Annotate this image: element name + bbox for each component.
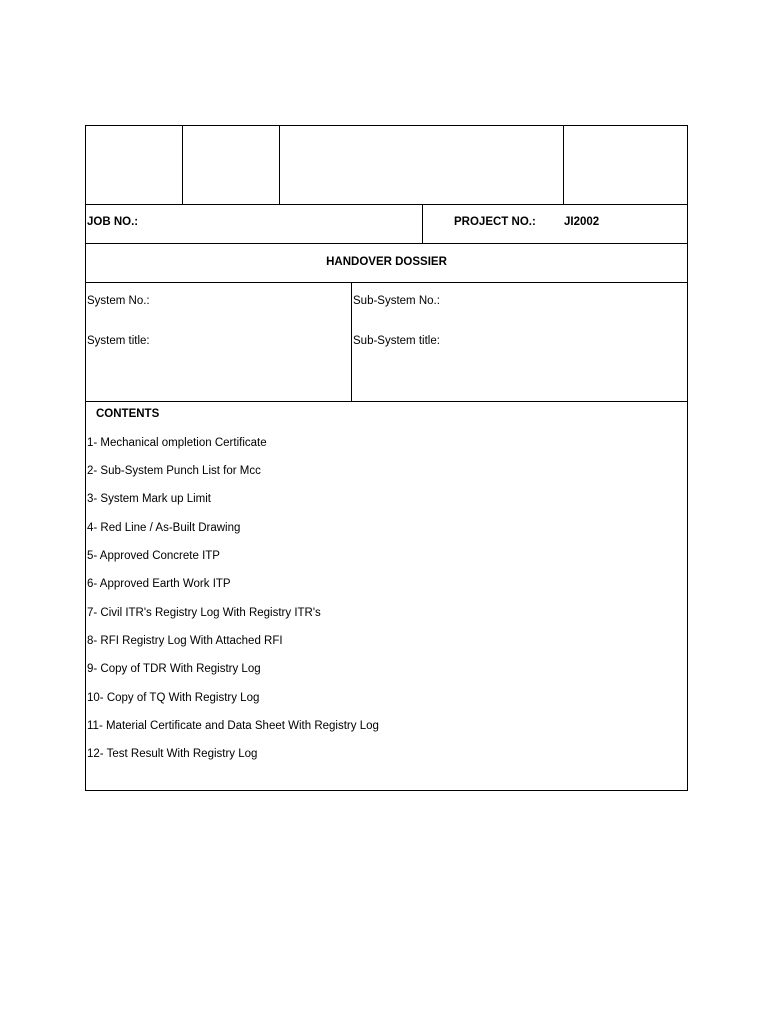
contents-item: 2- Sub-System Punch List for Mcc xyxy=(87,465,261,477)
sub-system-title-label: Sub-System title: xyxy=(353,335,440,347)
job-row-divider xyxy=(86,243,687,244)
header-logo-cell-2 xyxy=(279,126,280,204)
title-row-divider xyxy=(86,282,687,283)
contents-item: 6- Approved Earth Work ITP xyxy=(87,578,231,590)
system-title-label: System title: xyxy=(87,335,150,347)
header-divider xyxy=(86,204,687,205)
contents-item: 5- Approved Concrete ITP xyxy=(87,550,220,562)
system-block-bottom xyxy=(86,401,687,402)
contents-item: 1- Mechanical ompletion Certificate xyxy=(87,437,267,449)
system-block-divider xyxy=(351,282,352,401)
contents-item: 10- Copy of TQ With Registry Log xyxy=(87,692,260,704)
contents-item: 11- Material Certificate and Data Sheet With Registry Log xyxy=(87,720,379,732)
handover-dossier-form xyxy=(85,125,688,791)
contents-item: 12- Test Result With Registry Log xyxy=(87,748,258,760)
contents-item: 3- System Mark up Limit xyxy=(87,493,211,505)
contents-item: 7- Civil ITR's Registry Log With Registry ITR's xyxy=(87,607,321,619)
contents-heading: CONTENTS xyxy=(96,408,160,420)
sub-system-no-label: Sub-System No.: xyxy=(353,295,440,307)
header-title-cell xyxy=(563,126,564,204)
contents-item: 8- RFI Registry Log With Attached RFI xyxy=(87,635,283,647)
project-no-value: JI2002 xyxy=(564,216,600,228)
contents-item: 4- Red Line / As-Built Drawing xyxy=(87,522,241,534)
system-no-label: System No.: xyxy=(87,295,150,307)
dossier-title: HANDOVER DOSSIER xyxy=(326,256,447,268)
contents-item: 9- Copy of TDR With Registry Log xyxy=(87,663,261,675)
project-no-label: PROJECT NO.: xyxy=(454,216,536,228)
job-project-divider xyxy=(422,204,423,243)
header-logo-cell-1 xyxy=(182,126,183,204)
job-no-label: JOB NO.: xyxy=(87,216,139,228)
